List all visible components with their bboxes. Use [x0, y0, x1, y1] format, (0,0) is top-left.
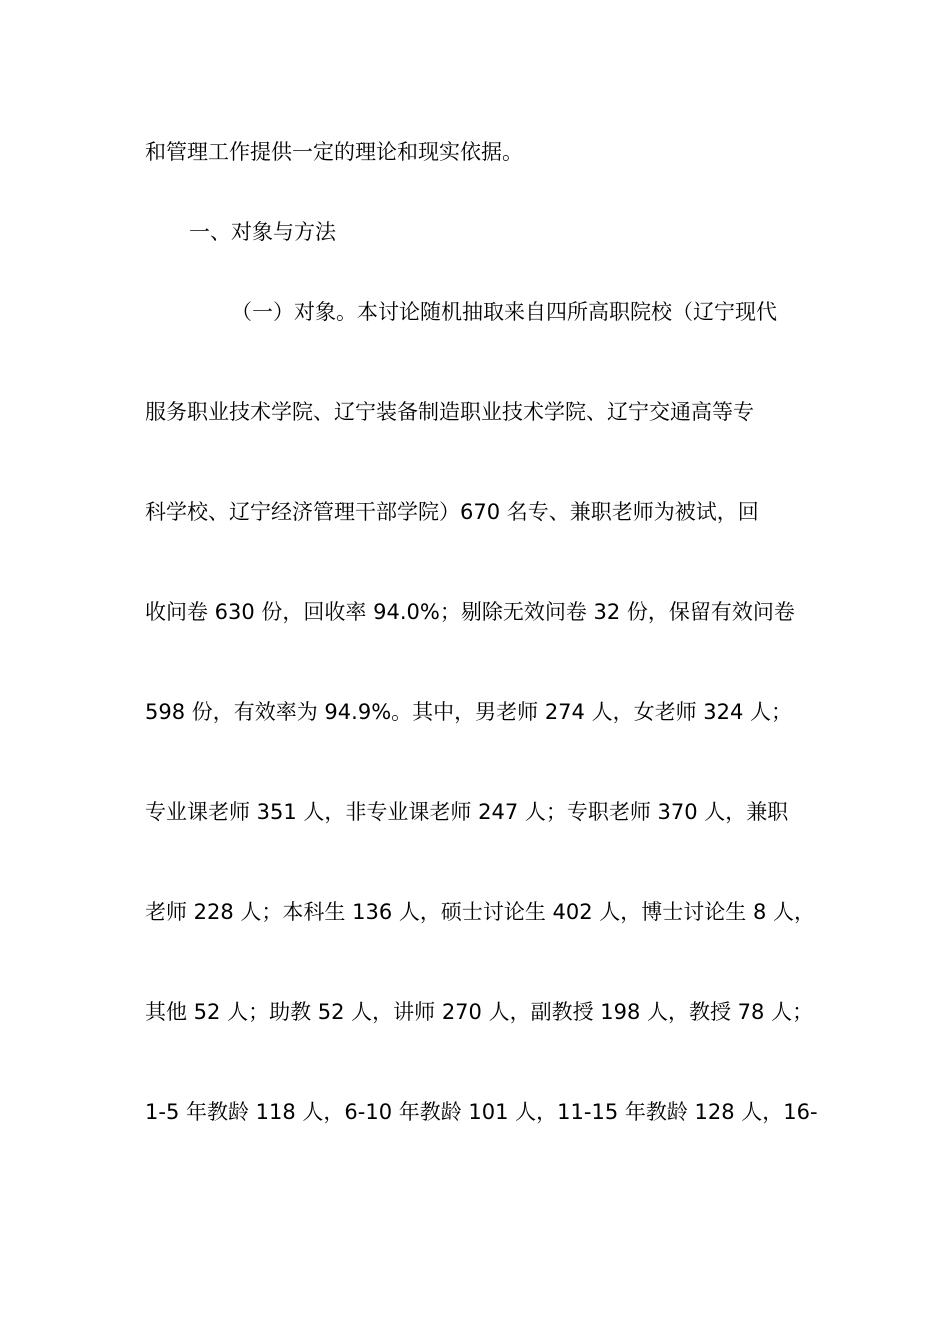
text-line: 专业课老师 351 人，非专业课老师 247 人；专职老师 370 人，兼职 — [145, 800, 789, 824]
text-line: 服务职业技术学院、辽宁装备制造职业技术学院、辽宁交通高等专 — [145, 400, 754, 424]
text-line: 和管理工作提供一定的理论和现实依据。 — [145, 140, 523, 164]
text-line: 科学校、辽宁经济管理干部学院）670 名专、兼职老师为被试，回 — [145, 500, 759, 524]
subsection-heading-line: （一）对象。本讨论随机抽取来自四所高职院校（辽宁现代 — [231, 300, 777, 324]
text-line: 其他 52 人；助教 52 人，讲师 270 人，副教授 198 人，教授 78 人； — [145, 1000, 814, 1024]
section-heading: 一、对象与方法 — [189, 220, 336, 244]
text-line: 1-5 年教龄 118 人，6-10 年教龄 101 人，11-15 年教龄 128 人，16- — [145, 1100, 818, 1124]
text-line: 收问卷 630 份，回收率 94.0%；剔除无效问卷 32 份，保留有效问卷 — [145, 600, 795, 624]
text-line: 598 份，有效率为 94.9%。其中，男老师 274 人，女老师 324 人； — [145, 700, 793, 724]
text-line: 老师 228 人；本科生 136 人，硕士讨论生 402 人，博士讨论生 8 人， — [145, 900, 816, 924]
